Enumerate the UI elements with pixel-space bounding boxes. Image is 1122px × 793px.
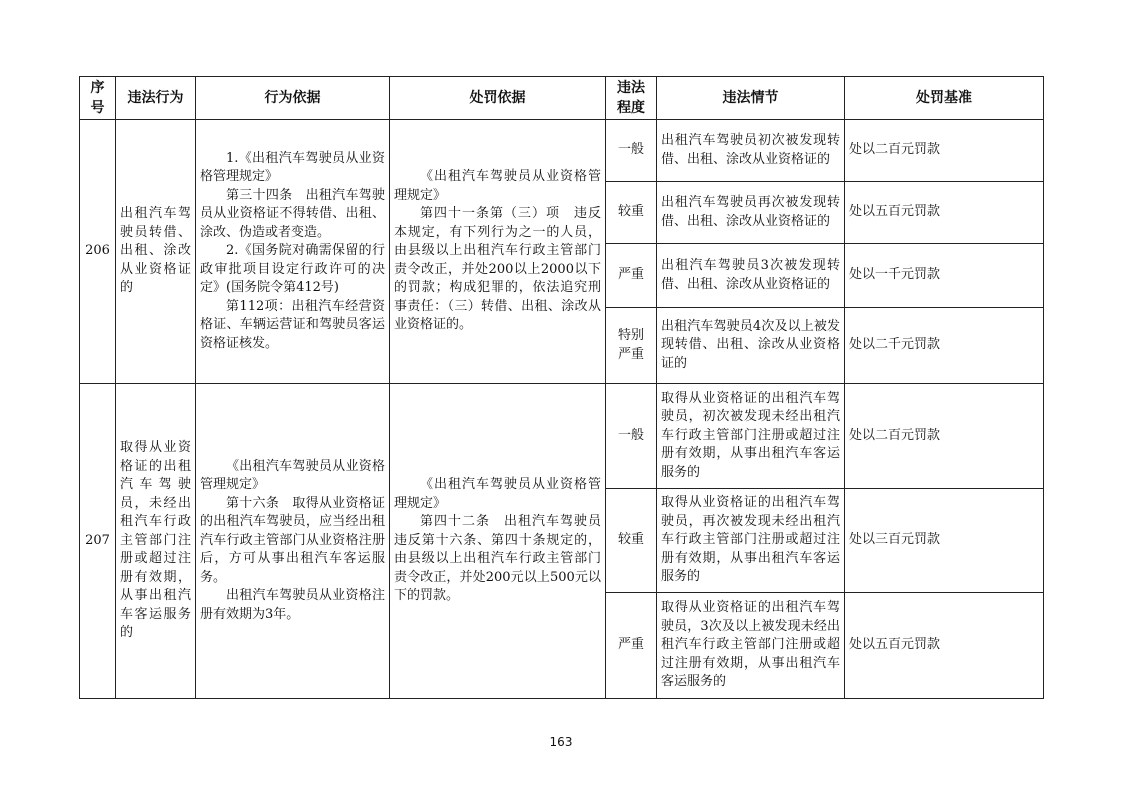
standard-cell: 处以二百元罚款 [845,384,1044,489]
penalty-standard-table [79,76,1044,699]
detail-cell: 出租汽车驾驶员初次被发现转借、出租、涂改从业资格证的 [657,120,845,182]
penalty-paragraph: 《出租汽车驾驶员从业资格管理规定》 [394,169,601,203]
degree-cell: 一般 [606,384,657,489]
table-header-row [80,77,1044,120]
penalty-paragraph: 第四十一条第（三）项 违反本规定，有下列行为之一的人员，由县级以上出租汽车行政主管部门责令改正，并处200以上2000以下的罚款；构成犯罪的，依法追究刑事责任：（三）转借、出租、涂改从业资格证的。 [394,206,601,333]
header-basis: 行为依据 [196,77,390,120]
violation-cell: 出租汽车驾驶员转借、出租、涂改从业资格证的 [116,120,196,384]
row-number: 206 [80,120,116,384]
detail-cell: 出租汽车驾驶员4次及以上被发现转借、出租、涂改从业资格证的 [657,308,845,384]
page-number: 163 [549,735,573,749]
penalty-basis-cell [390,120,606,384]
detail-cell: 取得从业资格证的出租汽车驾驶员，3次及以上被发现未经出租汽车行政主管部门注册或超过注册有效期，从事出租汽车客运服务的 [657,593,845,699]
violation-cell: 取得从业资格证的出租汽车驾驶员，未经出租汽车行政主管部门注册或超过注册有效期，从事出租汽车客运服务的 [116,384,196,699]
standard-cell: 处以二千元罚款 [845,308,1044,384]
standard-cell: 处以二百元罚款 [845,120,1044,182]
basis-paragraph: 第十六条 取得从业资格证的出租汽车驾驶员，应当经出租汽车行政主管部门从业资格注册后，方可从事出租汽车客运服务。 [200,495,385,585]
basis-cell [196,384,390,699]
detail-cell: 出租汽车驾驶员3次被发现转借、出租、涂改从业资格证的 [657,244,845,308]
header-seq: 序 号 [80,77,116,120]
header-standard: 处罚基准 [845,77,1044,120]
header-degree: 违法 程度 [606,77,657,120]
standard-cell: 处以五百元罚款 [845,182,1044,244]
basis-paragraph: 出租汽车驾驶员从业资格注册有效期为3年。 [200,588,385,622]
penalty-basis-cell [390,384,606,699]
degree-cell: 特别 严重 [606,308,657,384]
table-row [80,384,1044,489]
penalty-paragraph: 第四十二条 出租汽车驾驶员违反第十六条、第四十条规定的，由县级以上出租汽车行政主管部门责令改正，并处200元以上500元以下的罚款。 [394,514,601,604]
degree-cell: 较重 [606,182,657,244]
table-row [80,120,1044,182]
header-violation: 违法行为 [116,77,196,120]
standard-cell: 处以一千元罚款 [845,244,1044,308]
standard-cell: 处以三百元罚款 [845,489,1044,593]
row-number: 207 [80,384,116,699]
basis-cell [196,120,390,384]
degree-cell: 较重 [606,489,657,593]
degree-cell: 严重 [606,593,657,699]
degree-cell: 一般 [606,120,657,182]
basis-paragraph: 第三十四条 出租汽车驾驶员从业资格证不得转借、出租、涂改、伪造或者变造。 [200,187,385,240]
basis-paragraph: 2.《国务院对确需保留的行政审批项目设定行政许可的决定》(国务院令第412号) [200,243,385,296]
basis-paragraph: 1.《出租汽车驾驶员从业资格管理规定》 [200,150,385,185]
standard-cell: 处以五百元罚款 [845,593,1044,699]
degree-cell: 严重 [606,244,657,308]
penalty-paragraph: 《出租汽车驾驶员从业资格管理规定》 [394,477,601,511]
header-circumstance: 违法情节 [657,77,845,120]
detail-cell: 取得从业资格证的出租汽车驾驶员，再次被发现未经出租汽车行政主管部门注册或超过注册有效期，从事出租汽车客运服务的 [657,489,845,593]
basis-paragraph: 第112项：出租汽车经营资格证、车辆运营证和驾驶员客运资格证核发。 [200,298,385,351]
header-penalty-basis: 处罚依据 [390,77,606,120]
detail-cell: 出租汽车驾驶员再次被发现转借、出租、涂改从业资格证的 [657,182,845,244]
basis-paragraph: 《出租汽车驾驶员从业资格管理规定》 [200,458,385,493]
detail-cell: 取得从业资格证的出租汽车驾驶员，初次被发现未经出租汽车行政主管部门注册或超过注册有效期，从事出租汽车客运服务的 [657,384,845,489]
